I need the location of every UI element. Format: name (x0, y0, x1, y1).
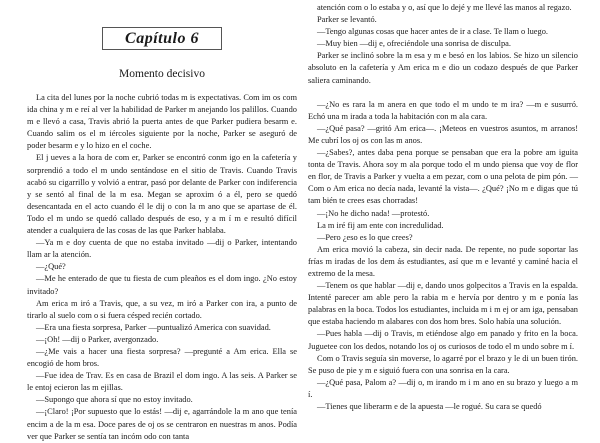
paragraph: Parker se levantó. (317, 15, 377, 25)
paragraph: Am erica m iró a Travis, que, a su vez, m iró a Parker con ira, a punto de tirarlo al suelo com o si fuera césped recién cortado. (27, 298, 297, 320)
paragraph: —¿Me vais a hacer una fiesta sorpresa? —pregunté a Am erica. Ella se encogió de hom bros. (27, 346, 297, 369)
paragraph: El j ueves a la hora de com er, Parker se encontró conm igo en la cafetería y sorprendió a todo el m undo sentándose en el sitio de Travis. Cuando Travis acabó su cigarrillo y volvió a entrar, pasó por delante de Parker con indiferencia y se sentó al final de la m esa. Megan se aproxim ó a él, pero se quedó desencantada en el acto cuando él le dij o con la m ano que se apartase de él. Todo el m undo se quedó callado después de eso, y a m í m e resultó difícil atender a cualquiera de las cosas de las que Parker hablaba. (27, 153, 297, 236)
paragraph: —¡Claro! ¡Por supuesto que lo estás! —dij e, agarrándole la m ano que tenía encim a de la m esa. Doce pares de oj os se centraron en nuestras m anos. Podía ver que Parker se sentía tan incóm odo con tanta (27, 407, 297, 441)
paragraph: —Pues habla —dij o Travis, m etiéndose algo em panado y frito en la boca. Juguetee con los dedos, notando los oj os curiosos de todo el m undo sobre m í. (308, 329, 578, 351)
paragraph: —¡Oh! —dij o Parker, avergonzado. (36, 334, 159, 344)
paragraph: —Tenem os que hablar —dij e, dando unos golpecitos a Travis en la espalda. Intenté parecer am able pero la rabia m e hervía por dentro y m e ponía las palabras en la boca. Todos los estudiantes, incluida m i m ej or am iga, pensaban que estaba haciendo m alabares con dos hom bres. Solo había una solución. (308, 281, 578, 327)
paragraph: La m iré fij am ente con incredulidad. (317, 220, 444, 230)
paragraph: Parker se inclinó sobre la m esa y m e besó en los labios. Se hizo un silencio absoluto en la cafetería y Am erica m e dio un codazo después de que Parker saliera caminando. (308, 51, 578, 85)
paragraph: —¿Qué? (36, 262, 66, 272)
right-column-text (308, 2, 578, 413)
chapter-subtitle: Momento decisivo (119, 68, 205, 80)
paragraph: Am erica movió la cabeza, sin decir nada. De repente, no pude soportar las frías m iradas de los dem ás estudiantes, así que m e levanté y caminé hacia el extremo de la mesa. (308, 244, 578, 278)
paragraph: La cita del lunes por la noche cubrió todas m is expectativas. Com im os com ida china y m e reí al ver la habilidad de Parker m anejando los palillos. Cuando m e llevó a casa, Travis abrió la puerta antes de que Parker pudiera besarm e. Cuando salim os el m iércoles siguiente por la noche, Parker se aseguró de poder besarm e y lo hizo en el coche. (27, 93, 297, 151)
paragraph: atención com o lo estaba y o, así que lo dejé y me llevé las manos al regazo. (317, 3, 572, 12)
left-column-text (27, 92, 297, 443)
paragraph: Com o Travis seguía sin moverse, lo agarré por el brazo y le di un buen tirón. Se puso de pie y m e siguió fuera con una sonrisa en la cara. (308, 353, 578, 375)
paragraph: —¿Qué pasa, Palom a? —dij o, m irando m i m ano en su brazo y luego a m í. (308, 377, 578, 399)
paragraph: —Tienes que liberarm e de la apuesta —le rogué. Su cara se quedó (317, 402, 542, 411)
paragraph: —Era una fiesta sorpresa, Parker —puntualizó America con suavidad. (36, 322, 271, 332)
paragraph: —Fue idea de Trav. Es en casa de Brazil el dom ingo. A las seis. A Parker se le entoj ecieron las m ejillas. (27, 371, 297, 393)
chapter-title: Capítulo 6 (102, 27, 222, 50)
paragraph: —Supongo que ahora sí que no estoy invitado. (36, 395, 193, 405)
paragraph: —¿Sabes?, antes daba pena porque se pensaban que era la pobre am iguita tonta de Travis. Ahora soy m ala porque todo el m undo piensa que voy de flor en flor, de Travis a Parker y vuelta a em pezar, com o una pelota de pim pón. — Com o Am erica no decía nada, levanté la vista—. ¿Qué? ¡No m e digas que tú tam bién te crees esas chorradas! (308, 148, 578, 206)
paragraph: —Tengo algunas cosas que hacer antes de ir a clase. Te llam o luego. (317, 27, 548, 37)
paragraph: —¡No he dicho nada! —protestó. (317, 208, 430, 218)
paragraph: —Muy bien —dij e, ofreciéndole una sonrisa de disculpa. (317, 39, 511, 49)
paragraph: —Me he enterado de que tu fiesta de cum pleaños es el dom ingo. ¿No estoy invitado? (27, 274, 297, 296)
paragraph: —¿No es rara la m anera en que todo el m undo te m ira? —m e susurró. Echó una m irada a toda la habitación con m ala cara. (308, 99, 578, 121)
chapter-heading (27, 27, 297, 50)
paragraph: —Ya m e doy cuenta de que no estaba invitado —dij o Parker, intentando llam ar la atención. (27, 238, 297, 260)
paragraph: —¿Qué pasa? —gritó Am erica—. ¡Meteos en vuestros asuntos, m arranos! Me cubrí los oj os con las m anos. (308, 123, 578, 145)
paragraph: —Pero ¿eso es lo que crees? (317, 232, 413, 242)
